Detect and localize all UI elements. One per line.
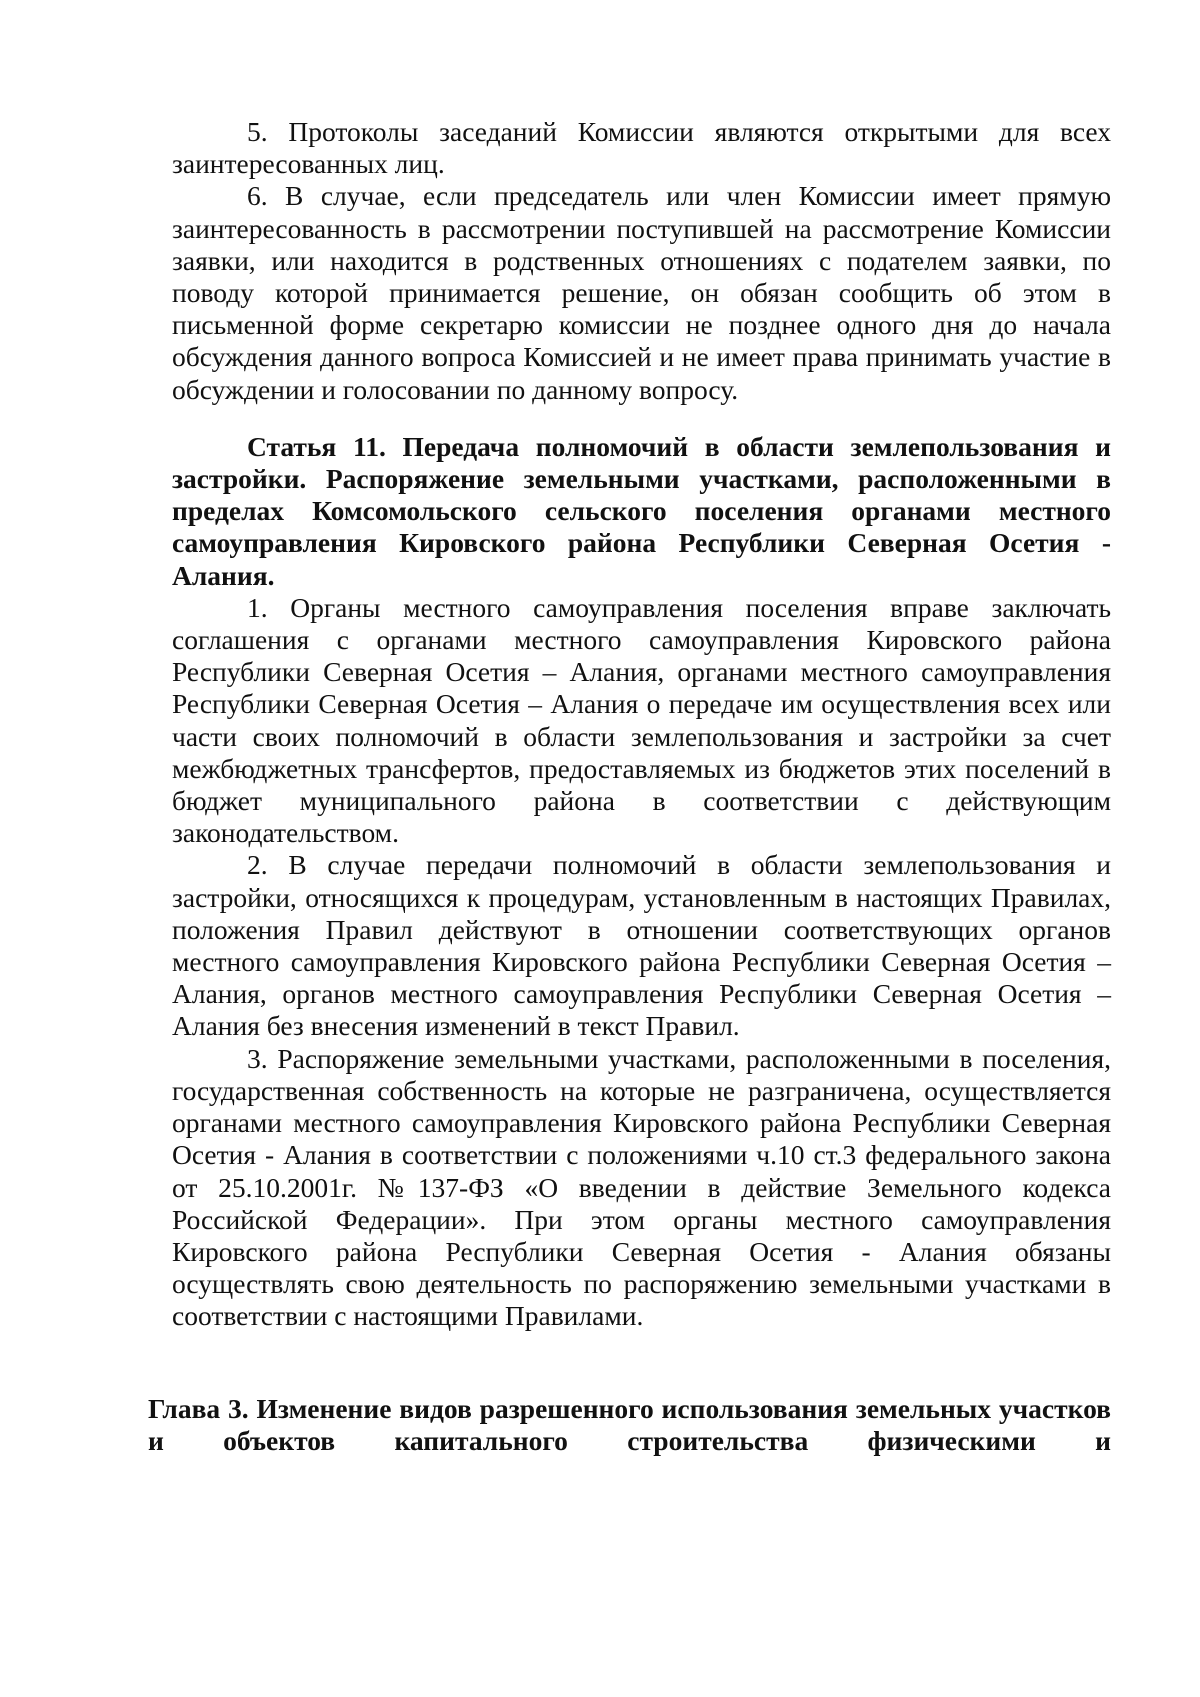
paragraph-5: 5. Протоколы заседаний Комиссии являются открытыми для всех заинтересованных лиц.	[172, 116, 1111, 180]
article-11-title: Статья 11. Передача полномочий в области землепользования и застройки. Распоряжение земельными участками, расположенными в пределах Комсомольского сельского поселения органами местного самоуправления Кировского района Республики Северная Осетия - Алания.	[172, 430, 1111, 591]
article-11-paragraph-3: 3. Распоряжение земельными участками, расположенными в поселения, государственная собственность на которые не разграничена, осуществляется органами местного самоуправления Кировского района Республики Северная Осетия - Алания в соответствии с положениями ч.10 ст.3 федерального закона от 25.10.2001г. №137-ФЗ «О введении в действие Земельного кодекса Российской Федерации». При этом органы местного самоуправления Кировского района Республики Северная Осетия - Алания обязаны осуществлять свою деятельность по распоряжению земельными участками в соответствии с настоящими Правилами.	[172, 1042, 1111, 1332]
paragraph-6: 6. В случае, если председатель или член Комиссии имеет прямую заинтересованность в рассмотрении поступившей на рассмотрение Комиссии заявки, или находится в родственных отношениях с подателем заявки, по поводу которой принимается решение, он обязан сообщить об этом в письменной форме секретарю комиссии не позднее одного дня до начала обсуждения данного вопроса Комиссией и не имеет права принимать участие в обсуждении и голосовании по данному вопросу.	[172, 180, 1111, 405]
article-11-paragraph-2: 2. В случае передачи полномочий в области землепользования и застройки, относящихся к процедурам, установленным в настоящих Правилах, положения Правил действуют в отношении соответствующих органов местного самоуправления Кировского района Республики Северная Осетия – Алания, органов местного самоуправления Республики Северная Осетия – Алания без внесения изменений в текст Правил.	[172, 849, 1111, 1042]
document-body	[172, 116, 1111, 1333]
chapter-3-title: Глава 3. Изменение видов разрешенного использования земельных участков и объектов капитального строительства физическими и	[148, 1393, 1111, 1457]
article-11-paragraph-1: 1. Органы местного самоуправления поселения вправе заключать соглашения с органами местного самоуправления Кировского района Республики Северная Осетия – Алания, органами местного самоуправления Республики Северная Осетия – Алания о передаче им осуществления всех или части своих полномочий в области землепользования и застройки за счет межбюджетных трансфертов, предоставляемых из бюджетов этих поселений в бюджет муниципального района в соответствии с действующим законодательством.	[172, 591, 1111, 849]
